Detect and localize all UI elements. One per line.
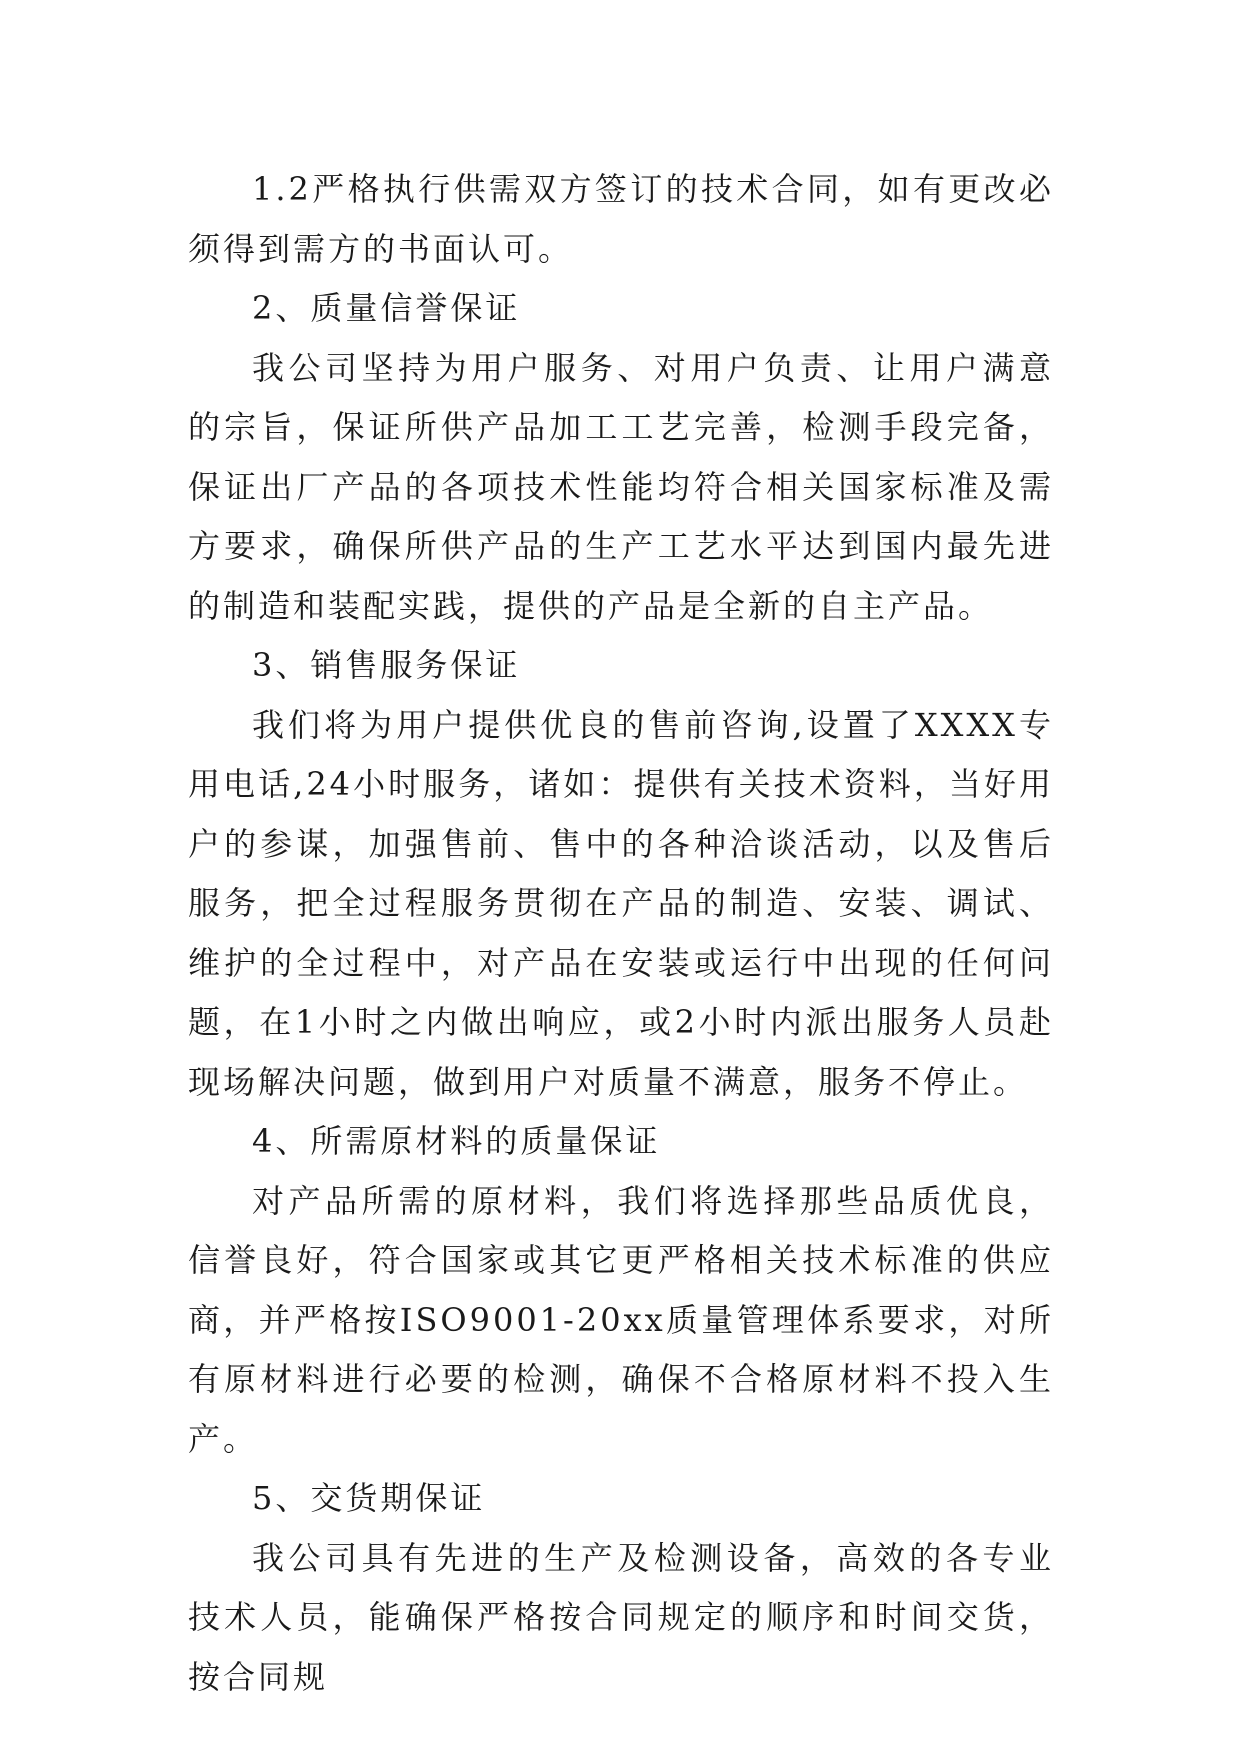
paragraph-sales-service: 我们将为用户提供优良的售前咨询,设置了XXXX专用电话,24小时服务，诸如：提供有关技术资料，当好用户的参谋，加强售前、售中的各种洽谈活动，以及售后服务，把全过程服务贯彻在产品的制造、安装、调试、维护的全过程中，对产品在安装或运行中出现的任何问题，在1小时之内做出响应，或2小时内派出服务人员赴现场解决问题，做到用户对质量不满意，服务不停止。 [188,705,1054,1101]
paragraph-quality-reputation: 我公司坚持为用户服务、对用户负责、让用户满意的宗旨，保证所供产品加工工艺完善，检测手段完备，保证出厂产品的各项技术性能均符合相关国家标准及需方要求，确保所供产品的生产工艺水平达到国内最先进的制造和装配实践，提供的产品是全新的自主产品。 [188,348,1054,625]
document-body [188,160,1054,1707]
heading-raw-materials: 4、所需原材料的质量保证 [252,1122,661,1160]
paragraph-raw-materials: 对产品所需的原材料，我们将选择那些品质优良，信誉良好，符合国家或其它更严格相关技术标准的供应商，并严格按ISO9001-20xx质量管理体系要求，对所有原材料进行必要的检测，确保不合格原材料不投入生产。 [188,1181,1054,1458]
paragraph-delivery: 我公司具有先进的生产及检测设备，高效的各专业技术人员，能确保严格按合同规定的顺序和时间交货，按合同规 [188,1538,1054,1696]
heading-delivery: 5、交货期保证 [252,1479,486,1517]
paragraph-1-2-contract: 1.2严格执行供需双方签订的技术合同，如有更改必须得到需方的书面认可。 [188,170,1054,268]
heading-sales-service: 3、销售服务保证 [252,646,521,684]
heading-quality-reputation: 2、质量信誉保证 [252,289,521,327]
